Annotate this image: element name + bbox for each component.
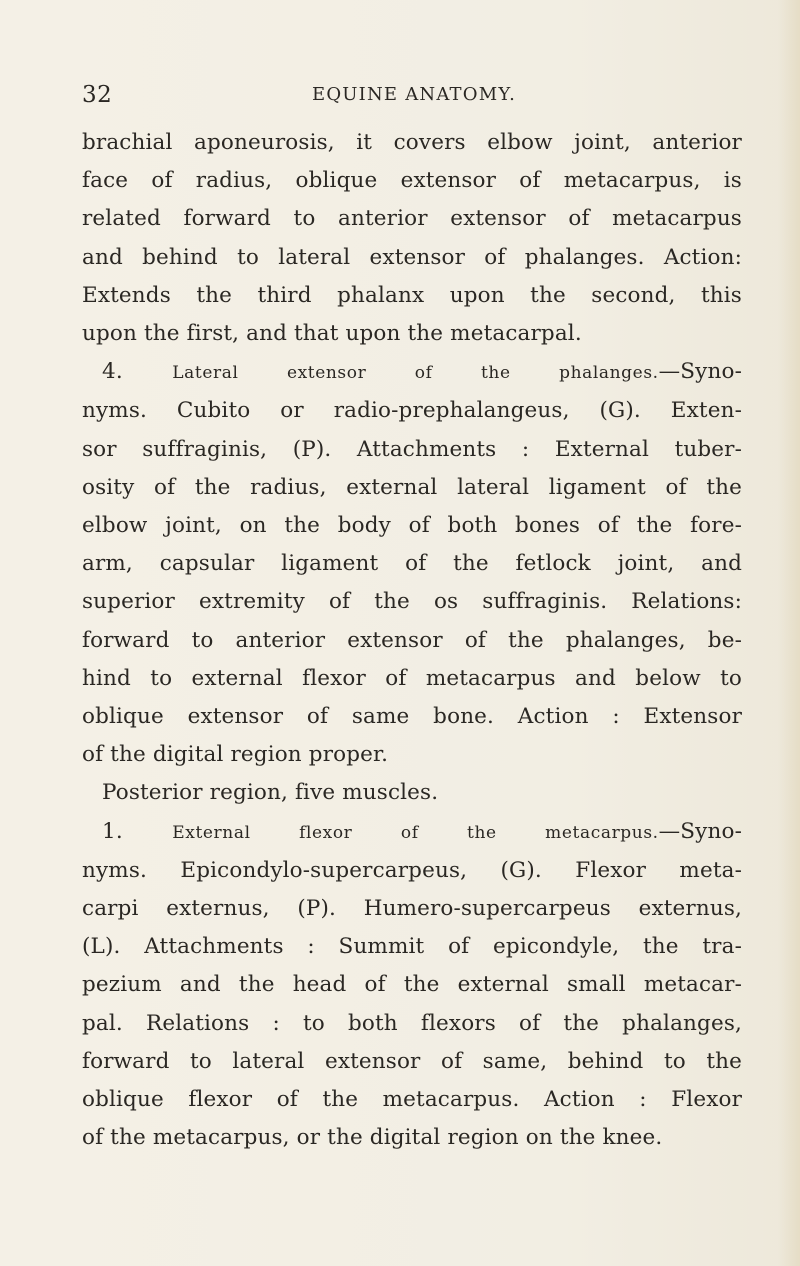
text-line: of the digital region proper. [82,742,389,768]
section-heading-external-flexor [82,813,742,852]
text-line: nyms. Epicondylo-supercarpeus, (G). Flexor meta- [82,857,742,883]
section-title: External flexor of the metacarpus. [172,822,659,843]
text-line: arm, capsular ligament of the fetlock joint, and [82,551,742,577]
page-number: 32 [82,82,113,108]
text-line: elbow joint, on the body of both bones of the fore- [82,513,742,539]
region-heading: Posterior region, five muscles. [102,780,439,806]
text-line: osity of the radius, external lateral ligament of the [82,474,742,500]
running-title: EQUINE ANATOMY. [312,84,517,105]
section-number: 1. [102,818,173,844]
text-line: superior extremity of the os suffraginis. Relations: [82,589,742,615]
page-header [82,82,730,114]
text-line: hind to external flexor of metacarpus and below to [82,665,742,691]
page-edge-shadow [778,0,800,1266]
section-title: Lateral extensor of the phalanges. [172,363,659,384]
text-line: (L). Attachments : Summit of epicondyle, the tra- [82,934,742,960]
text-line: upon the first, and that upon the metacarpal. [82,321,582,347]
text-line: face of radius, oblique extensor of metacarpus, is [82,168,742,194]
text-line: pal. Relations : to both flexors of the phalanges, [82,1010,742,1036]
text-line: brachial aponeurosis, it covers elbow joint, anterior [82,130,742,155]
text-line: pezium and the head of the external small metacar- [82,972,742,998]
text-line: oblique extensor of same bone. Action : Extensor [82,704,742,730]
section-number: 4. [102,359,173,385]
text-line: sor suffraginis, (P). Attachments : External tuber- [82,436,742,462]
section-synonyms-lead: —Syno- [658,359,742,385]
text-line: carpi externus, (P). Humero-supercarpeus externus, [82,896,742,922]
body-text [82,124,742,1157]
text-line: and behind to lateral extensor of phalanges. Action: [82,244,742,270]
text-line: forward to lateral extensor of same, behind to the [82,1048,742,1074]
text-line: forward to anterior extensor of the phalanges, be- [82,627,742,653]
text-line: nyms. Cubito or radio-prephalangeus, (G). Exten- [82,398,742,424]
text-line: oblique flexor of the metacarpus. Action : Flexor [82,1087,742,1113]
text-line: of the metacarpus, or the digital region on the knee. [82,1125,663,1151]
text-line: related forward to anterior extensor of metacarpus [82,206,742,232]
section-heading-lateral-extensor [82,353,742,392]
section-synonyms-lead: —Syno- [658,818,742,844]
text-line: Extends the third phalanx upon the second, this [82,282,742,308]
